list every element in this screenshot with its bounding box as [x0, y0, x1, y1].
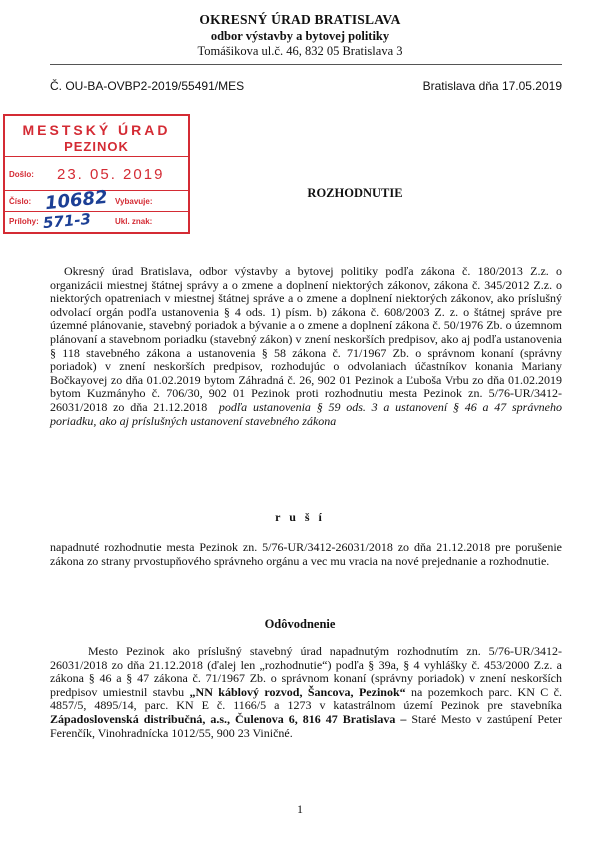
page-number: 1	[297, 802, 303, 816]
builder-name: Západoslovenská distribučná, a.s., Čulenova 6, 816 47 Bratislava –	[50, 711, 407, 726]
reasoning-heading: Odôvodnenie	[264, 617, 336, 631]
issuing-office: OKRESNÝ ÚRAD BRATISLAVA	[199, 12, 401, 27]
stamp-received-date: 23. 05. 2019	[57, 166, 165, 183]
reasoning-text: na pozemkoch parc. KN C č. 4857/5, 4895/14, parc. KN E č. 1166/5 a 1273 v katastrálnom území Pezinok pre stavebníka	[50, 684, 562, 713]
stamp-received-label: Došlo:	[9, 170, 34, 179]
reference-number: Č. OU-BA-OVBP2-2019/55491/MES	[50, 79, 245, 93]
stamp-number-handwritten: 10682	[44, 186, 109, 215]
stamp-number-label: Číslo:	[9, 197, 32, 206]
reasoning-text: Mesto Pezinok ako príslušný stavebný úrad napadnutým rozhodnutím zn. 5/76-UR/3412-26031/2018 zo dňa 21.12.2018 (ďalej len „rozhodnutie“) podľa § 39a, § 4 vyhlášky č. 453/2000 Z.z. a zákona § 46 a § 47 zákona č. 71/1967 Zb. o správnom konaní (správny poriadok) v znení neskorších predpisov umiestnil stavbu	[50, 644, 562, 699]
reasoning-paragraph	[50, 645, 562, 740]
intro-legal-basis: podľa ustanovenia § 59 ods. 3 a ustanovení § 46 a 47 správneho poriadku, ako aj príslušných ustanovení stavebného zákona	[50, 399, 562, 428]
reasoning-text: Staré Mesto v zastúpení Peter Ferenčík, Vinohradnícka 1012/55, 900 23 Viničné.	[50, 711, 562, 740]
stamp-filing-label: Ukl. znak:	[115, 217, 153, 226]
verdict-heading: r u š í	[275, 510, 325, 524]
stamp-authority: MESTSKÝ ÚRAD	[22, 122, 171, 138]
place-and-date: Bratislava dňa 17.05.2019	[422, 79, 562, 93]
header-divider	[50, 64, 562, 65]
intro-text: Okresný úrad Bratislava, odbor výstavby a bytovej politiky podľa zákona č. 180/2013 Z.z. o organizácii miestnej štátnej správy a o zmene a doplnení niektorých zákonov, zákona č. 345/2012 Z.z. o niektorých opatreniach v miestnej štátnej správe a o zmene a doplnení niektorých zákonov, ako príslušný odvolací orgán podľa ustanovenia § 4 ods. 1) písm. b) zákona č. 608/2003 Z. z. o štátnej správe pre územné plánovanie, stavebný poriadok a bývanie a o zmene a doplnení zákona č. 50/1976 Zb. o územnom plánovaní a stavebnom poriadku (stavebný zákon) v znení neskorších predpisov, ako aj podľa ustanovenia § 118 stavebného zákona a ustanovenia § 58 zákona č. 71/1967 Zb. o správnom konaní (správny poriadok) v znení neskorších predpisov, rozhodujúc o odvolaniach účastníkov konania Mariany Bočkayovej zo dňa 01.02.2019 bytom Záhradná č. 26, 902 01 Pezinok a Ľuboša Vrbu zo dňa 01.02.2019 bytom Kuzmányho č. 706/30, 902 01 Pezinok proti rozhodnutiu mesta Pezinok zn. 5/76-UR/3412-26031/2018 zo dňa 21.12.2018	[50, 264, 562, 414]
stamp-attachments-handwritten: 571-3	[42, 209, 92, 233]
registry-stamp	[3, 114, 190, 234]
stamp-attachments-label: Prílohy:	[9, 217, 39, 226]
stamp-divider	[5, 211, 188, 212]
stamp-town: PEZINOK	[64, 139, 129, 154]
stamp-handling-label: Vybavuje:	[115, 197, 153, 206]
construction-name: „NN káblový rozvod, Šancova, Pezinok“	[189, 684, 406, 699]
office-address: Tomášikova ul.č. 46, 832 05 Bratislava 3	[197, 44, 403, 58]
intro-paragraph	[50, 265, 562, 428]
verdict-paragraph: napadnuté rozhodnutie mesta Pezinok zn. 5/76-UR/3412-26031/2018 zo dňa 21.12.2018 pre porušenie zákona zo strany prvostupňového správneho orgánu a vec mu vracia na nové prejednanie a rozhodnutie.	[50, 540, 562, 568]
issuing-department: odbor výstavby a bytovej politiky	[210, 29, 390, 43]
stamp-divider	[5, 156, 188, 157]
document-title: ROZHODNUTIE	[307, 186, 403, 200]
